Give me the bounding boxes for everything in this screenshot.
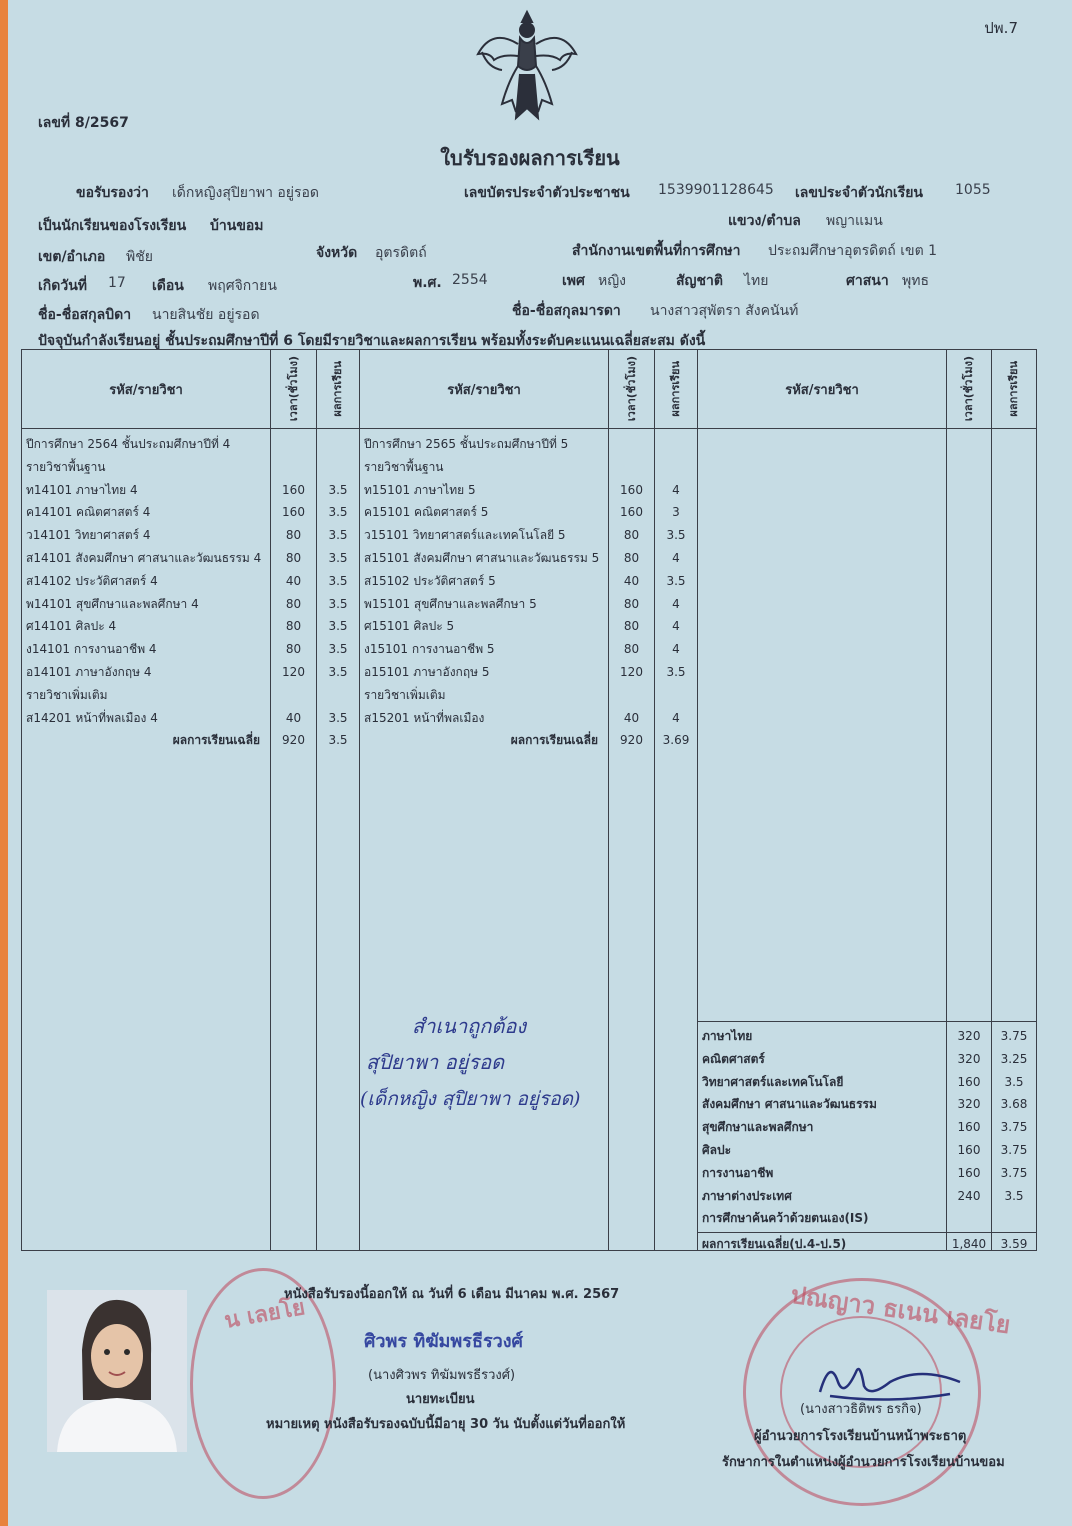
subject-row: ค15101 คณิตศาสตร์ 5 <box>364 505 489 520</box>
average-label: ผลการเรียนเฉลี่ย <box>172 733 260 747</box>
header-hours-1: เวลา(ชั่วโมง) <box>271 350 317 429</box>
month-value: พฤศจิกายน <box>208 278 277 294</box>
validity-note: หมายเหตุ หนังสือรับรองฉบับนี้มีอายุ 30 วัน นับตั้งแต่วันที่ออกให้ <box>266 1417 626 1432</box>
subject-row: อ14101 ภาษาอังกฤษ 4 <box>26 665 152 679</box>
document-title: ใบรับรองผลการเรียน <box>440 146 620 170</box>
grade-cell: 3.5 <box>666 573 686 588</box>
header-hours-3: เวลา(ชั่วโมง) <box>947 350 992 429</box>
grade-cell: 4 <box>672 596 680 611</box>
grade-cell <box>655 684 697 706</box>
hours-cell: 80 <box>623 619 640 634</box>
subject-row: ว15101 วิทยาศาสตร์และเทคโนโลยี 5 <box>364 528 566 543</box>
handwritten-certified-copy: สำเนาถูกต้อง <box>412 1014 527 1038</box>
student-name: เด็กหญิงสุปิยาพา อยู่รอด <box>172 185 320 201</box>
subject-row: ท14101 ภาษาไทย 4 <box>26 482 138 497</box>
year5-hours <box>609 429 655 1251</box>
header-grade-3: ผลการเรียน <box>992 350 1037 429</box>
grade-cell <box>317 684 359 706</box>
average-grade: 3.5 <box>328 733 348 747</box>
subject-row: รายวิชาพื้นฐาน <box>364 459 444 474</box>
subject-row: ภาษาต่างประเทศ <box>702 1188 792 1203</box>
subject-row: ค14101 คณิตศาสตร์ 4 <box>26 505 151 520</box>
hours-cell: 160 <box>282 505 305 520</box>
district-label: เขต/อำเภอ <box>38 249 106 265</box>
left-stamp-text: น เลยโย <box>222 1295 308 1334</box>
grade-cell: 3 <box>672 505 680 520</box>
hours-cell <box>947 1207 991 1229</box>
sex-value: หญิง <box>598 273 626 289</box>
director-title: ผู้อำนวยการโรงเรียนบ้านหน้าพระธาตุ <box>754 1429 967 1444</box>
hours-cell <box>271 684 316 706</box>
born-day: 17 <box>108 275 126 291</box>
grade-cell: 3.68 <box>1000 1097 1028 1112</box>
subject-row: ง15101 การงานอาชีพ 5 <box>364 642 495 657</box>
hours-cell: 40 <box>285 710 302 725</box>
hours-cell: 160 <box>957 1165 981 1180</box>
grade-cell: 3.5 <box>666 665 686 679</box>
grade-cell: 3.75 <box>1000 1029 1028 1043</box>
registrar-name: (นางศิวพร ทิฆัมพรธีรวงศ์) <box>368 1368 516 1383</box>
grade-cell: 3.5 <box>328 551 348 565</box>
grade-cell <box>317 456 359 478</box>
student-id-value: 1055 <box>955 182 991 198</box>
subject-row: พ14101 สุขศึกษาและพลศึกษา 4 <box>26 596 199 611</box>
subject-row: รายวิชาเพิ่มเติม <box>364 687 446 702</box>
subject-row: ศ14101 ศิลปะ 4 <box>26 619 117 634</box>
grade-cell: 3.5 <box>328 528 348 543</box>
average-label: ผลการเรียนเฉลี่ย <box>510 733 598 747</box>
summary-total-label: ผลการเรียนเฉลี่ย(ป.4-ป.5) <box>702 1237 847 1251</box>
subject-row: ส15201 หน้าที่พลเมือง <box>364 710 485 725</box>
hours-cell: 80 <box>285 619 302 634</box>
grade-cell <box>655 456 697 478</box>
grade-cell: 3.75 <box>1000 1120 1028 1135</box>
registrar-title: นายทะเบียน <box>406 1392 475 1407</box>
hours-cell: 320 <box>957 1051 981 1066</box>
summary-block-divider <box>992 1021 1036 1022</box>
grade-cell: 4 <box>672 619 680 634</box>
garuda-emblem-icon <box>472 8 582 126</box>
hours-cell: 80 <box>623 596 640 611</box>
hours-cell <box>609 456 654 478</box>
year4-subjects <box>22 429 271 1251</box>
grade-cell: 3.5 <box>328 596 348 611</box>
hours-cell: 80 <box>623 551 640 565</box>
director-name: (นางสาวธิติพร ธรกิจ) <box>800 1402 922 1417</box>
subject-row: ศิลปะ <box>702 1143 732 1157</box>
summary-block-divider <box>698 1021 946 1022</box>
father-label: ชื่อ-ชื่อสกุลบิดา <box>38 307 132 323</box>
subject-row: รายวิชาเพิ่มเติม <box>26 687 108 702</box>
hours-cell: 120 <box>620 665 643 679</box>
grade-cell: 3.5 <box>328 482 348 497</box>
area-label: สำนักงานเขตพื้นที่การศึกษา <box>572 243 741 259</box>
grade-cell: 4 <box>672 482 680 497</box>
summary-subjects <box>698 429 947 1251</box>
school-label: เป็นนักเรียนของโรงเรียน <box>38 218 187 234</box>
national-id-label: เลขบัตรประจำตัวประชาชน <box>464 185 630 201</box>
subject-row: คณิตศาสตร์ <box>702 1051 765 1066</box>
summary-total-grade: 3.59 <box>1000 1237 1028 1251</box>
subject-row: สังคมศึกษา ศาสนาและวัฒนธรรม <box>702 1097 877 1112</box>
hours-cell: 80 <box>285 528 302 543</box>
grade-cell: 3.25 <box>1000 1051 1028 1066</box>
year4-grades <box>317 429 360 1251</box>
header-grade-2: ผลการเรียน <box>655 350 698 429</box>
grade-cell: 3.5 <box>1004 1188 1024 1203</box>
student-photo <box>47 1290 187 1452</box>
hours-cell: 40 <box>623 573 640 588</box>
grade-cell <box>992 1207 1036 1229</box>
grade-cell: 3.5 <box>328 619 348 634</box>
subject-row: อ15101 ภาษาอังกฤษ 5 <box>364 665 490 679</box>
subject-row: ศ15101 ศิลปะ 5 <box>364 619 455 634</box>
hours-cell <box>271 433 316 455</box>
area-value: ประถมศึกษาอุตรดิตถ์ เขต 1 <box>768 243 938 259</box>
student-id-label: เลขประจำตัวนักเรียน <box>795 185 924 201</box>
header-hours-2: เวลา(ชั่วโมง) <box>609 350 655 429</box>
average-hours: 920 <box>282 733 305 747</box>
grade-cell: 3.5 <box>328 573 348 588</box>
religion-label: ศาสนา <box>846 273 889 289</box>
subject-row: ท15101 ภาษาไทย 5 <box>364 482 476 497</box>
subject-row: ส14102 ประวัติศาสตร์ 4 <box>26 573 158 588</box>
year5-subjects <box>360 429 609 1251</box>
grade-cell: 3.75 <box>1000 1165 1028 1180</box>
grade-cell <box>655 433 697 455</box>
grade-cell: 3.5 <box>1004 1074 1024 1089</box>
hours-cell: 160 <box>957 1074 981 1089</box>
handwritten-signature: สุปิยาพา อยู่รอด <box>366 1050 505 1074</box>
subject-row: ว14101 วิทยาศาสตร์ 4 <box>26 528 151 543</box>
hours-cell: 240 <box>957 1188 981 1203</box>
subject-row: ปีการศึกษา 2565 ชั้นประถมศึกษาปีที่ 5 <box>364 437 569 451</box>
month-label: เดือน <box>152 278 184 294</box>
summary-hours <box>947 429 992 1251</box>
hours-cell: 40 <box>623 710 640 725</box>
grade-cell <box>317 433 359 455</box>
subject-row: การงานอาชีพ <box>702 1165 774 1180</box>
header-subject-3: รหัส/รายวิชา <box>698 350 947 429</box>
grade-cell: 3.75 <box>1000 1143 1028 1157</box>
handwritten-name: (เด็กหญิง สุปิยาพา อยู่รอด) <box>360 1088 581 1110</box>
hours-cell: 160 <box>620 505 643 520</box>
grade-cell: 3.5 <box>328 505 348 520</box>
subject-row: วิทยาศาสตร์และเทคโนโลยี <box>702 1074 844 1089</box>
summary-total-hours: 1,840 <box>951 1237 987 1251</box>
subdistrict-value: พญาแมน <box>826 213 883 229</box>
nationality-value: ไทย <box>744 273 769 289</box>
hours-cell: 120 <box>282 665 305 679</box>
current-study-line: ปัจจุบันกำลังเรียนอยู่ ชั้นประถมศึกษาปีที่ 6 โดยมีรายวิชาและผลการเรียน พร้อมทั้งระดับคะแนนเฉลี่ยสะสม ดังนี้ <box>38 333 706 349</box>
right-stamp-text: ปณญาว ธเนน เลยโย <box>789 1280 1013 1340</box>
sex-label: เพศ <box>562 273 585 289</box>
average-hours: 920 <box>620 733 643 747</box>
born-label: เกิดวันที่ <box>38 278 88 294</box>
hours-cell: 320 <box>957 1097 981 1112</box>
subject-row: ส15101 สังคมศึกษา ศาสนาและวัฒนธรรม 5 <box>364 551 600 565</box>
subject-row: ง14101 การงานอาชีพ 4 <box>26 642 157 657</box>
subject-row: ส14101 สังคมศึกษา ศาสนาและวัฒนธรรม 4 <box>26 551 262 565</box>
hours-cell: 40 <box>285 573 302 588</box>
year5-grades <box>655 429 698 1251</box>
certify-label: ขอรับรองว่า <box>76 185 149 201</box>
year4-hours <box>271 429 317 1251</box>
document-number: เลขที่ 8/2567 <box>38 115 129 131</box>
grade-cell: 4 <box>672 710 680 725</box>
summary-block-divider <box>947 1021 991 1022</box>
acting-director-title: รักษาการในตำแหน่งผู้อำนวยการโรงเรียนบ้านขอม <box>722 1455 1005 1470</box>
year-label: พ.ศ. <box>413 275 442 291</box>
province-value: อุตรดิตถ์ <box>375 245 427 261</box>
year-value: 2554 <box>452 272 488 288</box>
subject-row: ส15102 ประวัติศาสตร์ 5 <box>364 573 496 588</box>
grades-table <box>21 349 1037 1251</box>
national-id-value: 1539901128645 <box>658 182 774 198</box>
hours-cell: 160 <box>282 482 305 497</box>
subject-row: การศึกษาค้นคว้าด้วยตนเอง(IS) <box>702 1211 869 1226</box>
subject-row: ภาษาไทย <box>702 1029 753 1043</box>
hours-cell: 160 <box>957 1143 981 1157</box>
father-value: นายสินชัย อยู่รอด <box>152 307 260 323</box>
religion-value: พุทธ <box>902 273 930 289</box>
hours-cell: 160 <box>620 482 643 497</box>
grade-cell: 3.5 <box>666 528 686 543</box>
province-label: จังหวัด <box>316 245 358 261</box>
grade-cell: 4 <box>672 551 680 565</box>
subdistrict-label: แขวง/ตำบล <box>728 213 801 229</box>
nationality-label: สัญชาติ <box>676 273 723 289</box>
hours-cell <box>609 433 654 455</box>
district-value: พิชัย <box>126 249 153 265</box>
student-portrait-icon <box>47 1290 187 1452</box>
hours-cell <box>609 684 654 706</box>
grade-cell: 4 <box>672 642 680 657</box>
hours-cell: 80 <box>285 551 302 565</box>
hours-cell <box>271 456 316 478</box>
header-subject-2: รหัส/รายวิชา <box>360 350 609 429</box>
subject-row: รายวิชาพื้นฐาน <box>26 459 106 474</box>
form-code: ปพ.7 <box>984 19 1018 37</box>
summary-grades <box>992 429 1037 1251</box>
mother-label: ชื่อ-ชื่อสกุลมารดา <box>512 303 621 319</box>
hours-cell: 80 <box>623 642 640 657</box>
registrar-signature: ศิวพร ทิฆัมพรธีรวงศ์ <box>364 1331 523 1352</box>
mother-value: นางสาวสุพัตรา สังคนันท์ <box>650 303 799 319</box>
hours-cell: 160 <box>957 1120 981 1135</box>
hours-cell: 80 <box>285 596 302 611</box>
subject-row: พ15101 สุขศึกษาและพลศึกษา 5 <box>364 596 537 611</box>
average-grade: 3.69 <box>662 733 690 747</box>
subject-row: ปีการศึกษา 2564 ชั้นประถมศึกษาปีที่ 4 <box>26 437 231 451</box>
grade-cell: 3.5 <box>328 710 348 725</box>
school-value: บ้านขอม <box>210 218 264 234</box>
subject-row: สุขศึกษาและพลศึกษา <box>702 1120 814 1135</box>
hours-cell: 80 <box>623 528 640 543</box>
hours-cell: 80 <box>285 642 302 657</box>
subject-row: ส14201 หน้าที่พลเมือง 4 <box>26 710 158 725</box>
grade-cell: 3.5 <box>328 665 348 679</box>
issued-date: หนังสือรับรองนี้ออกให้ ณ วันที่ 6 เดือน มีนาคม พ.ศ. 2567 <box>284 1287 620 1302</box>
grade-cell: 3.5 <box>328 642 348 657</box>
hours-cell: 320 <box>957 1029 981 1043</box>
header-subject-1: รหัส/รายวิชา <box>22 350 271 429</box>
header-grade-1: ผลการเรียน <box>317 350 360 429</box>
